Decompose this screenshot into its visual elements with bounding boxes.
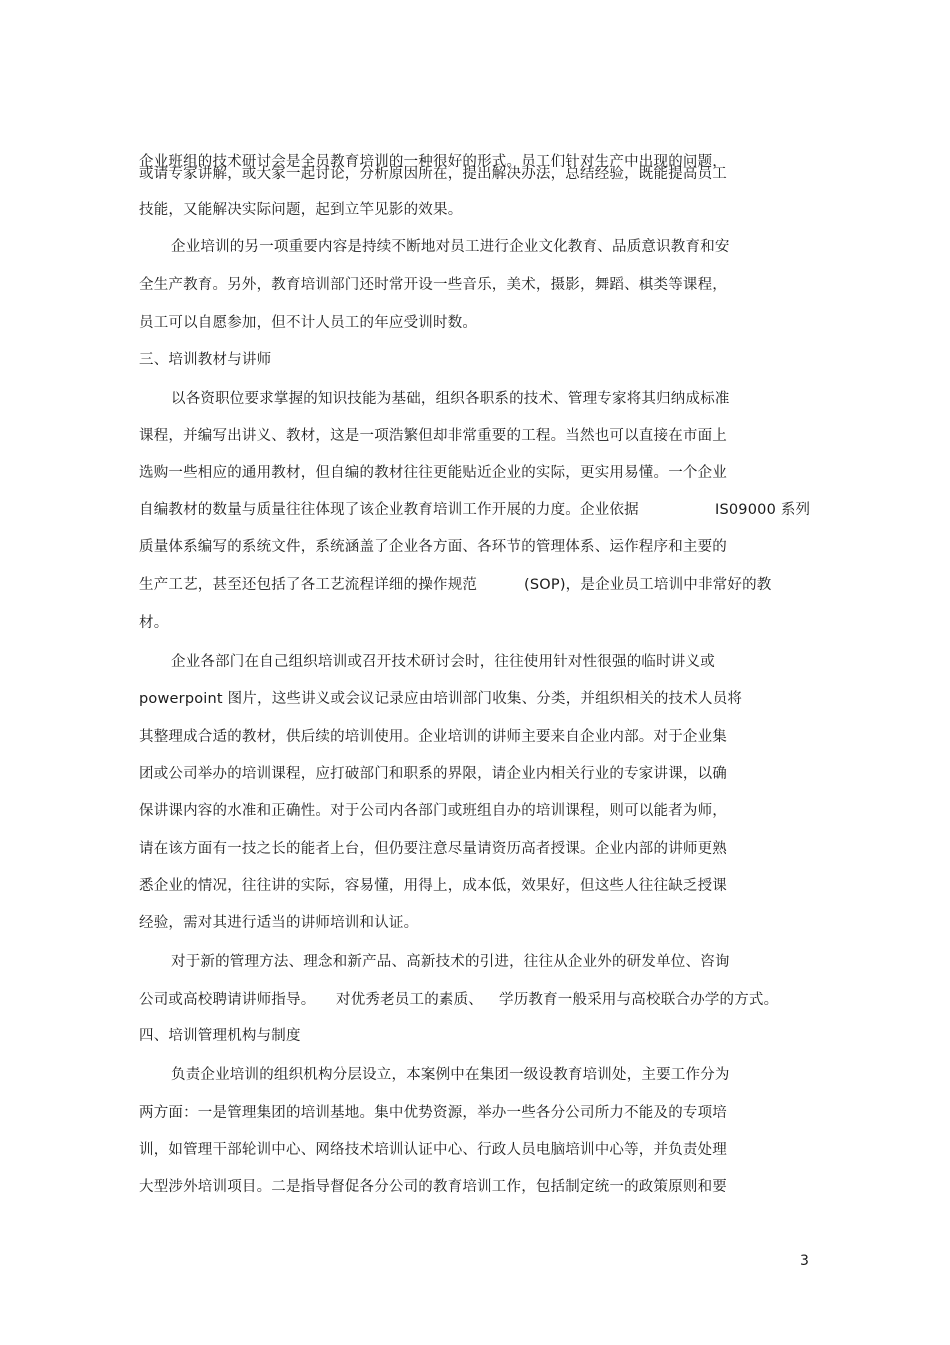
text-line: 员工可以自愿参加，但不计人员工的年应受训时数。 [139,315,478,331]
page-number: 3 [800,1253,809,1269]
text-line [139,500,819,520]
section-heading: 三、培训教材与讲师 [139,352,272,368]
section-heading: 四、培训管理机构与制度 [139,1028,301,1044]
text-segment: 自编教材的数量与质量往往体现了该企业教育培训工作开展的力度。企业依据 [139,502,639,518]
text-segment: 学历教育一般采用与高校联合办学的方式。 [499,992,779,1008]
text-line: 课程，并编写出讲义、教材，这是一项浩繁但却非常重要的工程。当然也可以直接在市面上 [139,428,727,444]
text-line: 负责企业培训的组织机构分层设立，本案例中在集团一级设教育培训处，主要工作分为 [171,1067,730,1083]
text-line: 训，如管理干部轮训中心、网络技术培训认证中心、行政人员电脑培训中心等，并负责处理 [139,1142,727,1158]
text-line: powerpoint 图片，这些讲义或会议记录应由培训部门收集、分类，并组织相关的技术人员将 [139,691,743,707]
text-segment: (SOP)，是企业员工培训中非常好的教 [524,577,772,593]
text-line [139,575,799,595]
text-line: 或请专家讲解，或大家一起讨论，分析原因所在，提出解决办法，总结经验，既能提高员工 [139,166,727,182]
text-segment: 生产工艺，甚至还包括了各工艺流程详细的操作规范 [139,577,478,593]
text-line: 质量体系编写的系统文件，系统涵盖了企业各方面、各环节的管理体系、运作程序和主要的 [139,539,727,555]
text-line: 企业各部门在自己组织培训或召开技术研讨会时，往往使用针对性很强的临时讲义或 [171,654,715,670]
text-line: 两方面：一是管理集团的培训基地。集中优势资源，举办一些各分公司所力不能及的专项培 [139,1105,727,1121]
text-line: 悉企业的情况，往往讲的实际，容易懂，用得上，成本低，效果好，但这些人往往缺乏授课 [139,878,727,894]
text-line: 企业培训的另一项重要内容是持续不断地对员工进行企业文化教育、品质意识教育和安 [171,239,730,255]
text-line: 其整理成合适的教材，供后续的培训使用。企业培训的讲师主要来自企业内部。对于企业集 [139,729,727,745]
text-segment: 对优秀老员工的素质、 [336,992,483,1008]
text-line: 经验，需对其进行适当的讲师培训和认证。 [139,915,419,931]
text-line: 材。 [139,615,169,631]
text-line: 全生产教育。另外，教育培训部门还时常开设一些音乐，美术，摄影，舞蹈、棋类等课程， [139,277,727,293]
text-line: 对于新的管理方法、理念和新产品、高新技术的引进，往往从企业外的研发单位、咨询 [171,954,730,970]
text-line [139,990,809,1010]
text-line: 选购一些相应的通用教材，但自编的教材往往更能贴近企业的实际，更实用易懂。一个企业 [139,465,727,481]
text-line: 企业班组的技术研讨会是全员教育培训的一种很好的形式。员工们针对生产中出现的问题， [139,154,727,170]
text-segment: 公司或高校聘请讲师指导。 [139,992,316,1008]
text-line: 保讲课内容的水准和正确性。对于公司内各部门或班组自办的培训课程，则可以能者为师， [139,803,727,819]
text-line: 请在该方面有一技之长的能者上台，但仍要注意尽量请资历高者授课。企业内部的讲师更熟 [139,841,727,857]
text-segment: IS09000 系列 [715,502,811,518]
text-line: 以各资职位要求掌握的知识技能为基础，组织各职系的技术、管理专家将其归纳成标准 [171,391,730,407]
text-line: 团或公司举办的培训课程，应打破部门和职系的界限，请企业内相关行业的专家讲课，以确 [139,766,727,782]
text-line: 大型涉外培训项目。二是指导督促各分公司的教育培训工作，包括制定统一的政策原则和要 [139,1179,727,1195]
text-line: 技能，又能解决实际问题，起到立竿见影的效果。 [139,202,463,218]
